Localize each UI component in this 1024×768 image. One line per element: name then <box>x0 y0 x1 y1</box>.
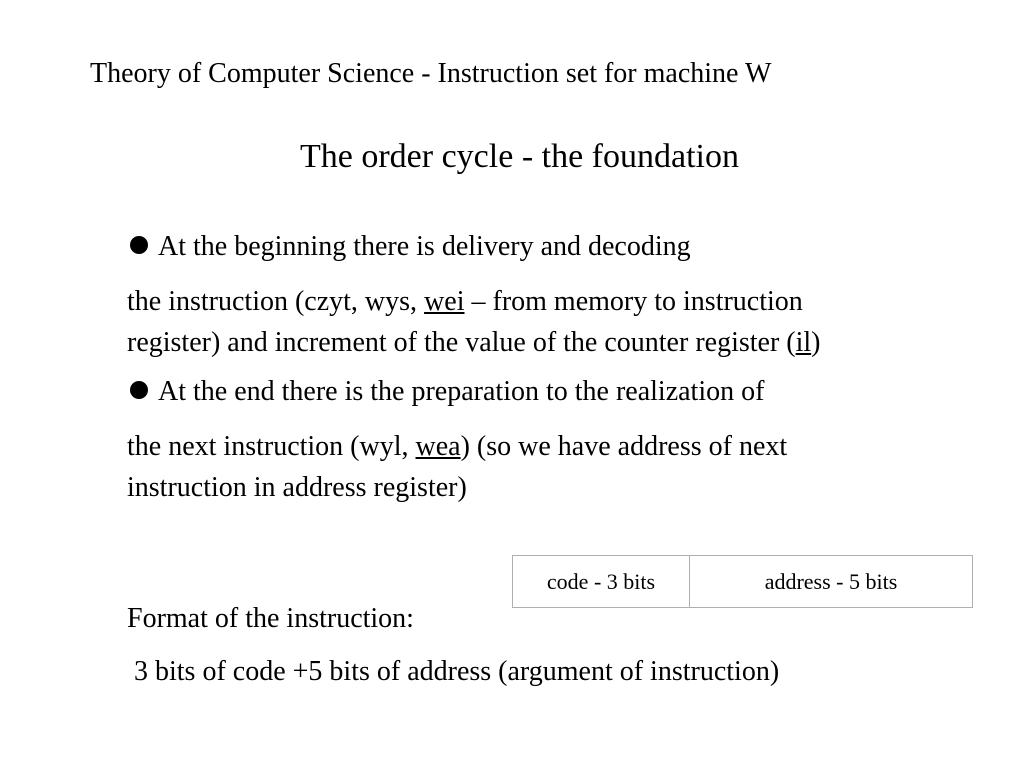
bullet-1-body <box>127 281 821 363</box>
text-span: the next instruction (wyl, <box>127 431 416 462</box>
address-bits-cell: address - 5 bits <box>690 556 973 608</box>
bullet-1-line-2 <box>127 322 821 363</box>
format-label: Format of the instruction: <box>127 603 414 634</box>
bullet-1-line-1 <box>127 281 821 322</box>
term-wei: wei <box>424 286 465 317</box>
format-description: 3 bits of code +5 bits of address (argument of instruction) <box>127 656 780 687</box>
slide-title: The order cycle - the foundation <box>300 138 739 175</box>
term-il: il <box>795 327 812 358</box>
bullet-dot-icon <box>130 236 148 254</box>
text-span: ) (so we have address of next <box>460 431 788 462</box>
bullet-2-line-1 <box>127 426 787 467</box>
text-span: the instruction (czyt, wys, <box>127 286 425 317</box>
code-bits-cell: code - 3 bits <box>513 556 690 608</box>
term-wea: wea <box>415 431 461 462</box>
text-span: ) <box>811 327 821 358</box>
text-span: register) and increment of the value of the counter register ( <box>127 327 796 358</box>
bullet-1-lead <box>130 226 691 267</box>
slide-header: Theory of Computer Science - Instruction set for machine W <box>90 58 772 89</box>
instruction-format-table <box>512 555 973 608</box>
bullet-2-body <box>127 426 787 508</box>
bullet-2-line-2: instruction in address register) <box>127 472 467 503</box>
bullet-2-lead-text: At the end there is the preparation to the realization of <box>158 376 765 407</box>
bullet-2-lead <box>130 371 764 412</box>
bullet-dot-icon <box>130 381 148 399</box>
table-row <box>513 556 973 608</box>
text-span: – from memory to instruction <box>464 286 803 317</box>
bullet-1-lead-text: At the beginning there is delivery and decoding <box>158 231 691 262</box>
